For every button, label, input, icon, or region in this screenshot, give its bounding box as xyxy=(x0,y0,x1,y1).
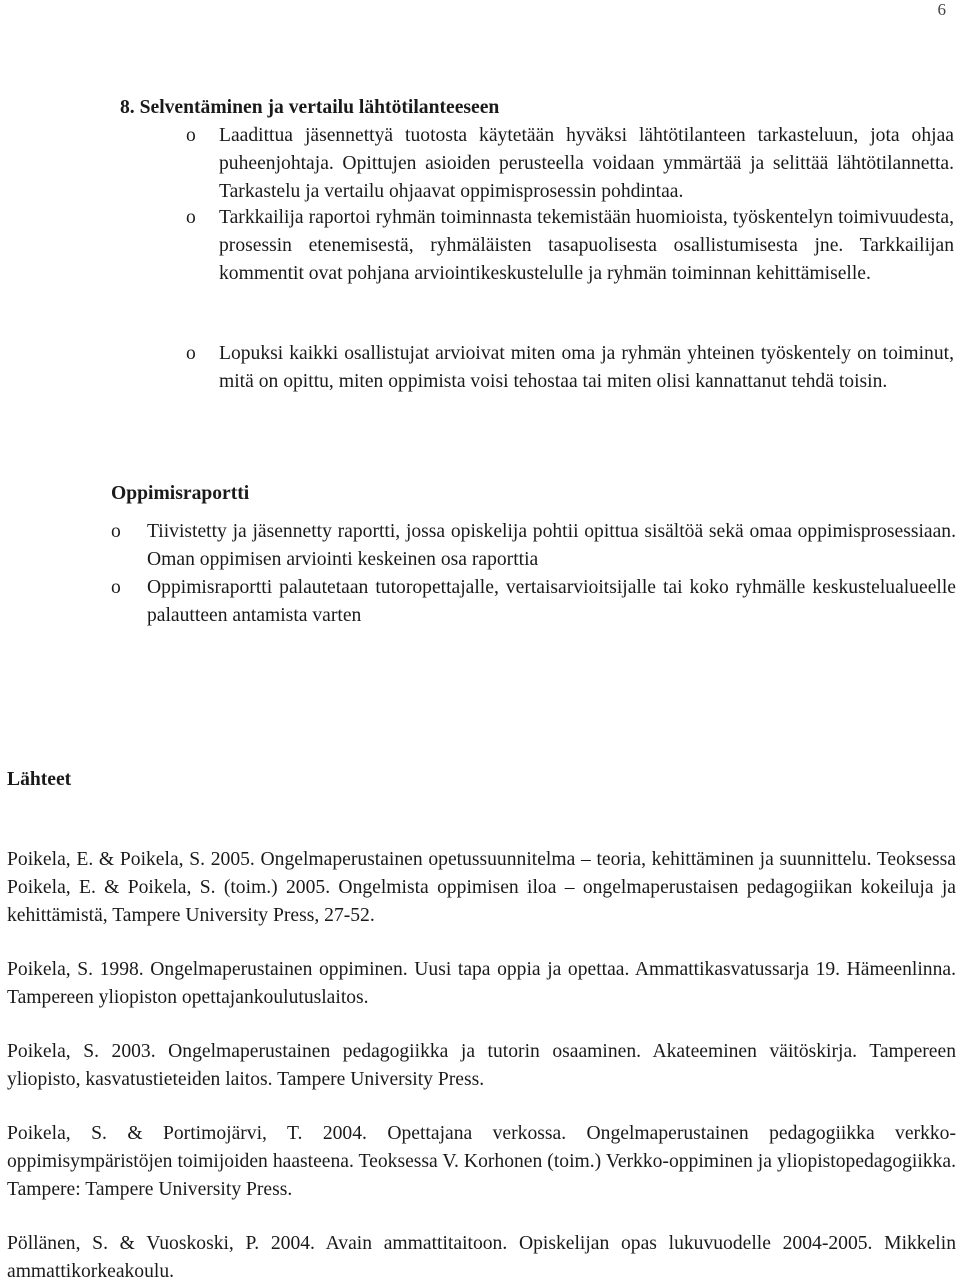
section-heading: Oppimisraportti xyxy=(111,483,250,504)
list-item-text: Tarkkailija raportoi ryhmän toiminnasta tekemistään huomioista, työskentelyn toimivuudesta, prosessin etenemisestä, ryhmäläisten tasapuolisesta osallistumisesta jne. Tarkkailijan kommentit ovat pohjana arviointikeskustelulle ja ryhmän toiminnan kehittämiselle. xyxy=(219,207,954,284)
reference-entry: Poikela, S. 2003. Ongelmaperustainen pedagogiikka ja tutorin osaaminen. Akateeminen väitöskirja. Tampereen yliopisto, kasvatustieteiden laitos. Tampere University Press. xyxy=(7,1041,956,1090)
bullet-icon: o xyxy=(186,207,196,228)
page-number: 6 xyxy=(937,0,946,19)
reference-entry: Pöllänen, S. & Vuoskoski, P. 2004. Avain ammattitaitoon. Opiskelijan opas lukuvuodelle 2004-2005. Mikkelin ammattikorkeakoulu. xyxy=(7,1233,956,1282)
section-heading: Lähteet xyxy=(7,769,72,790)
list-item-text: Tiivistetty ja jäsennetty raportti, jossa opiskelija pohtii opittua sisältöä sekä omaa oppimisprosessiaan. Oman oppimisen arviointi keskeinen osa raporttia xyxy=(147,521,956,570)
bullet-icon: o xyxy=(111,521,121,542)
reference-entry: Poikela, S. & Portimojärvi, T. 2004. Opettajana verkossa. Ongelmaperustainen pedagogiikka verkko-oppimisympäristöjen toimijoiden haasteena. Teoksessa V. Korhonen (toim.) Verkko-oppiminen ja yliopistopedagogiikka. Tampere: Tampere University Press. xyxy=(7,1123,956,1200)
bullet-icon: o xyxy=(186,343,196,364)
reference-entry: Poikela, E. & Poikela, S. 2005. Ongelmaperustainen opetussuunnitelma – teoria, kehittäminen ja suunnittelu. Teoksessa Poikela, E. & Poikela, S. (toim.) 2005. Ongelmista oppimisen iloa – ongelmaperustaisen pedagogiikan kokeiluja ja kehittämistä, Tampere University Press, 27-52. xyxy=(7,849,956,926)
list-item-text: Laadittua jäsennettyä tuotosta käytetään hyväksi lähtötilanteen tarkasteluun, jota ohjaa puheenjohtaja. Opittujen asioiden perusteella voidaan ymmärtää ja selittää lähtötilannetta. Tarkastelu ja vertailu ohjaavat oppimisprosessin pohdintaa. xyxy=(219,125,954,202)
list-item xyxy=(186,122,954,206)
bullet-icon: o xyxy=(111,577,121,598)
list-item xyxy=(111,574,956,630)
section-heading: 8. Selventäminen ja vertailu lähtötilanteeseen xyxy=(120,97,500,118)
list-item xyxy=(186,204,954,316)
bullet-icon: o xyxy=(186,125,196,146)
list-item-text: Lopuksi kaikki osallistujat arvioivat miten oma ja ryhmän yhteinen työskentely on toiminut, mitä on opittu, miten oppimista voisi tehostaa tai miten olisi kannattanut tehdä toisin. xyxy=(219,343,954,392)
list-item-text: Oppimisraportti palautetaan tutoropettajalle, vertaisarvioitsijalle tai koko ryhmälle keskustelualueelle palautteen antamista varten xyxy=(147,577,956,626)
reference-entry: Poikela, S. 1998. Ongelmaperustainen oppiminen. Uusi tapa oppia ja opettaa. Ammattikasvatussarja 19. Hämeenlinna. Tampereen yliopiston opettajankoulutuslaitos. xyxy=(7,959,956,1008)
list-item xyxy=(111,518,956,574)
list-item xyxy=(186,340,954,424)
